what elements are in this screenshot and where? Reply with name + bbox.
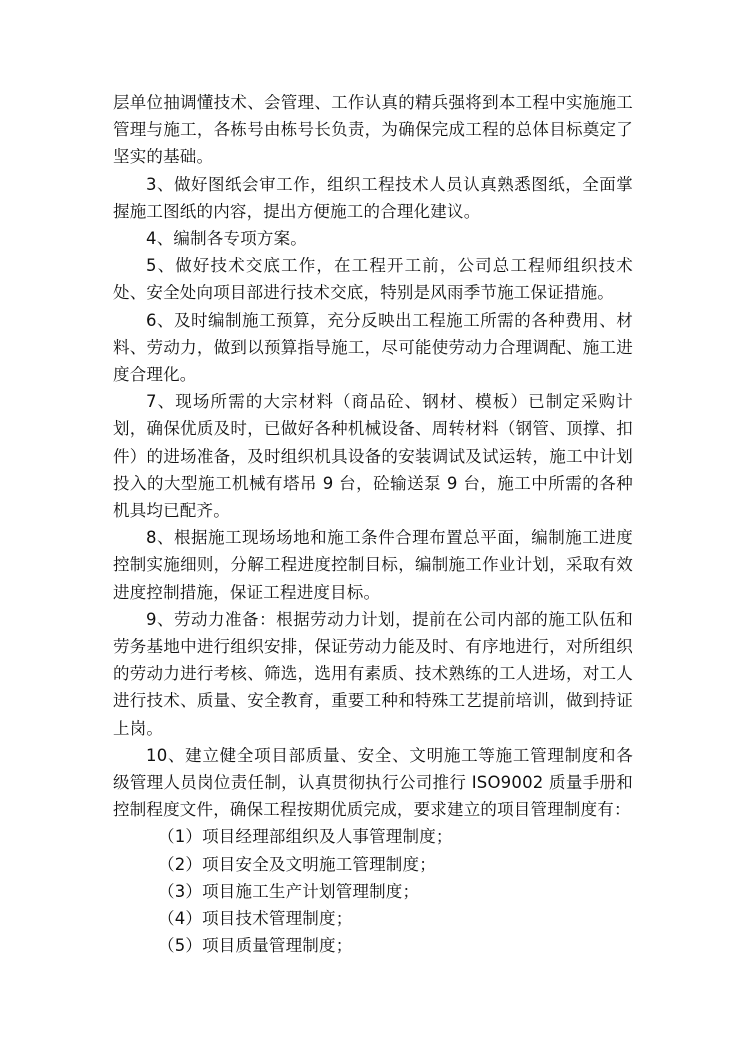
- paragraph-item-7: 7、现场所需的大宗材料（商品砼、钢材、模板）已制定采购计划，确保优质及时，已做好各种机械设备、周转材料（钢管、顶撑、扣件）的进场准备，及时组织机具设备的安装调试及试运转，施工中计划投入的大型施工机械有塔吊 9 台，砼输送泵 9 台，施工中所需的各种机具均已配齐。: [113, 392, 633, 521]
- paragraph-continuation: 层单位抽调懂技术、会管理、工作认真的精兵强将到本工程中实施施工管理与施工，各栋号由栋号长负责，为确保完成工程的总体目标奠定了坚实的基础。: [113, 93, 633, 167]
- list-item: （5）项目质量管理制度；: [158, 936, 353, 956]
- paragraph-item-3: 3、做好图纸会审工作，组织工程技术人员认真熟悉图纸，全面掌握施工图纸的内容，提出方便施工的合理化建议。: [113, 174, 633, 221]
- list-item: （2）项目安全及文明施工管理制度；: [158, 854, 436, 874]
- paragraph-item-5: 5、做好技术交底工作，在工程开工前，公司总工程师组织技术处、安全处向项目部进行技术交底，特别是风雨季节施工保证措施。: [113, 256, 633, 303]
- paragraph-item-4: 4、编制各专项方案。: [146, 229, 307, 249]
- paragraph-item-6: 6、及时编制施工预算，充分反映出工程施工所需的各种费用、材料、劳动力，做到以预算指导施工，尽可能使劳动力合理调配、施工进度合理化。: [113, 310, 633, 385]
- document-body: [113, 89, 633, 960]
- paragraph-item-8: 8、根据施工现场场地和施工条件合理布置总平面，编制施工进度控制实施细则，分解工程进度控制目标，编制施工作业计划，采取有效进度控制措施，保证工程进度目标。: [113, 528, 633, 602]
- paragraph-item-9: 9、劳动力准备：根据劳动力计划，提前在公司内部的施工队伍和劳务基地中进行组织安排，保证劳动力能及时、有序地进行，对所组织的劳动力进行考核、筛选，选用有素质、技术熟练的工人进场，对工人进行技术、质量、安全教育，重要工种和特殊工艺提前培训，做到持证上岗。: [113, 609, 633, 738]
- list-item: （4）项目技术管理制度；: [158, 909, 353, 929]
- list-item: （3）项目施工生产计划管理制度；: [158, 881, 420, 901]
- list-item: （1）项目经理部组织及人事管理制度；: [158, 827, 453, 847]
- paragraph-item-10: 10、建立健全项目部质量、安全、文明施工等施工管理制度和各级管理人员岗位责任制，认真贯彻执行公司推行 ISO9002 质量手册和控制程度文件，确保工程按期优质完成，要求建立的项目管理制度有：: [113, 745, 633, 820]
